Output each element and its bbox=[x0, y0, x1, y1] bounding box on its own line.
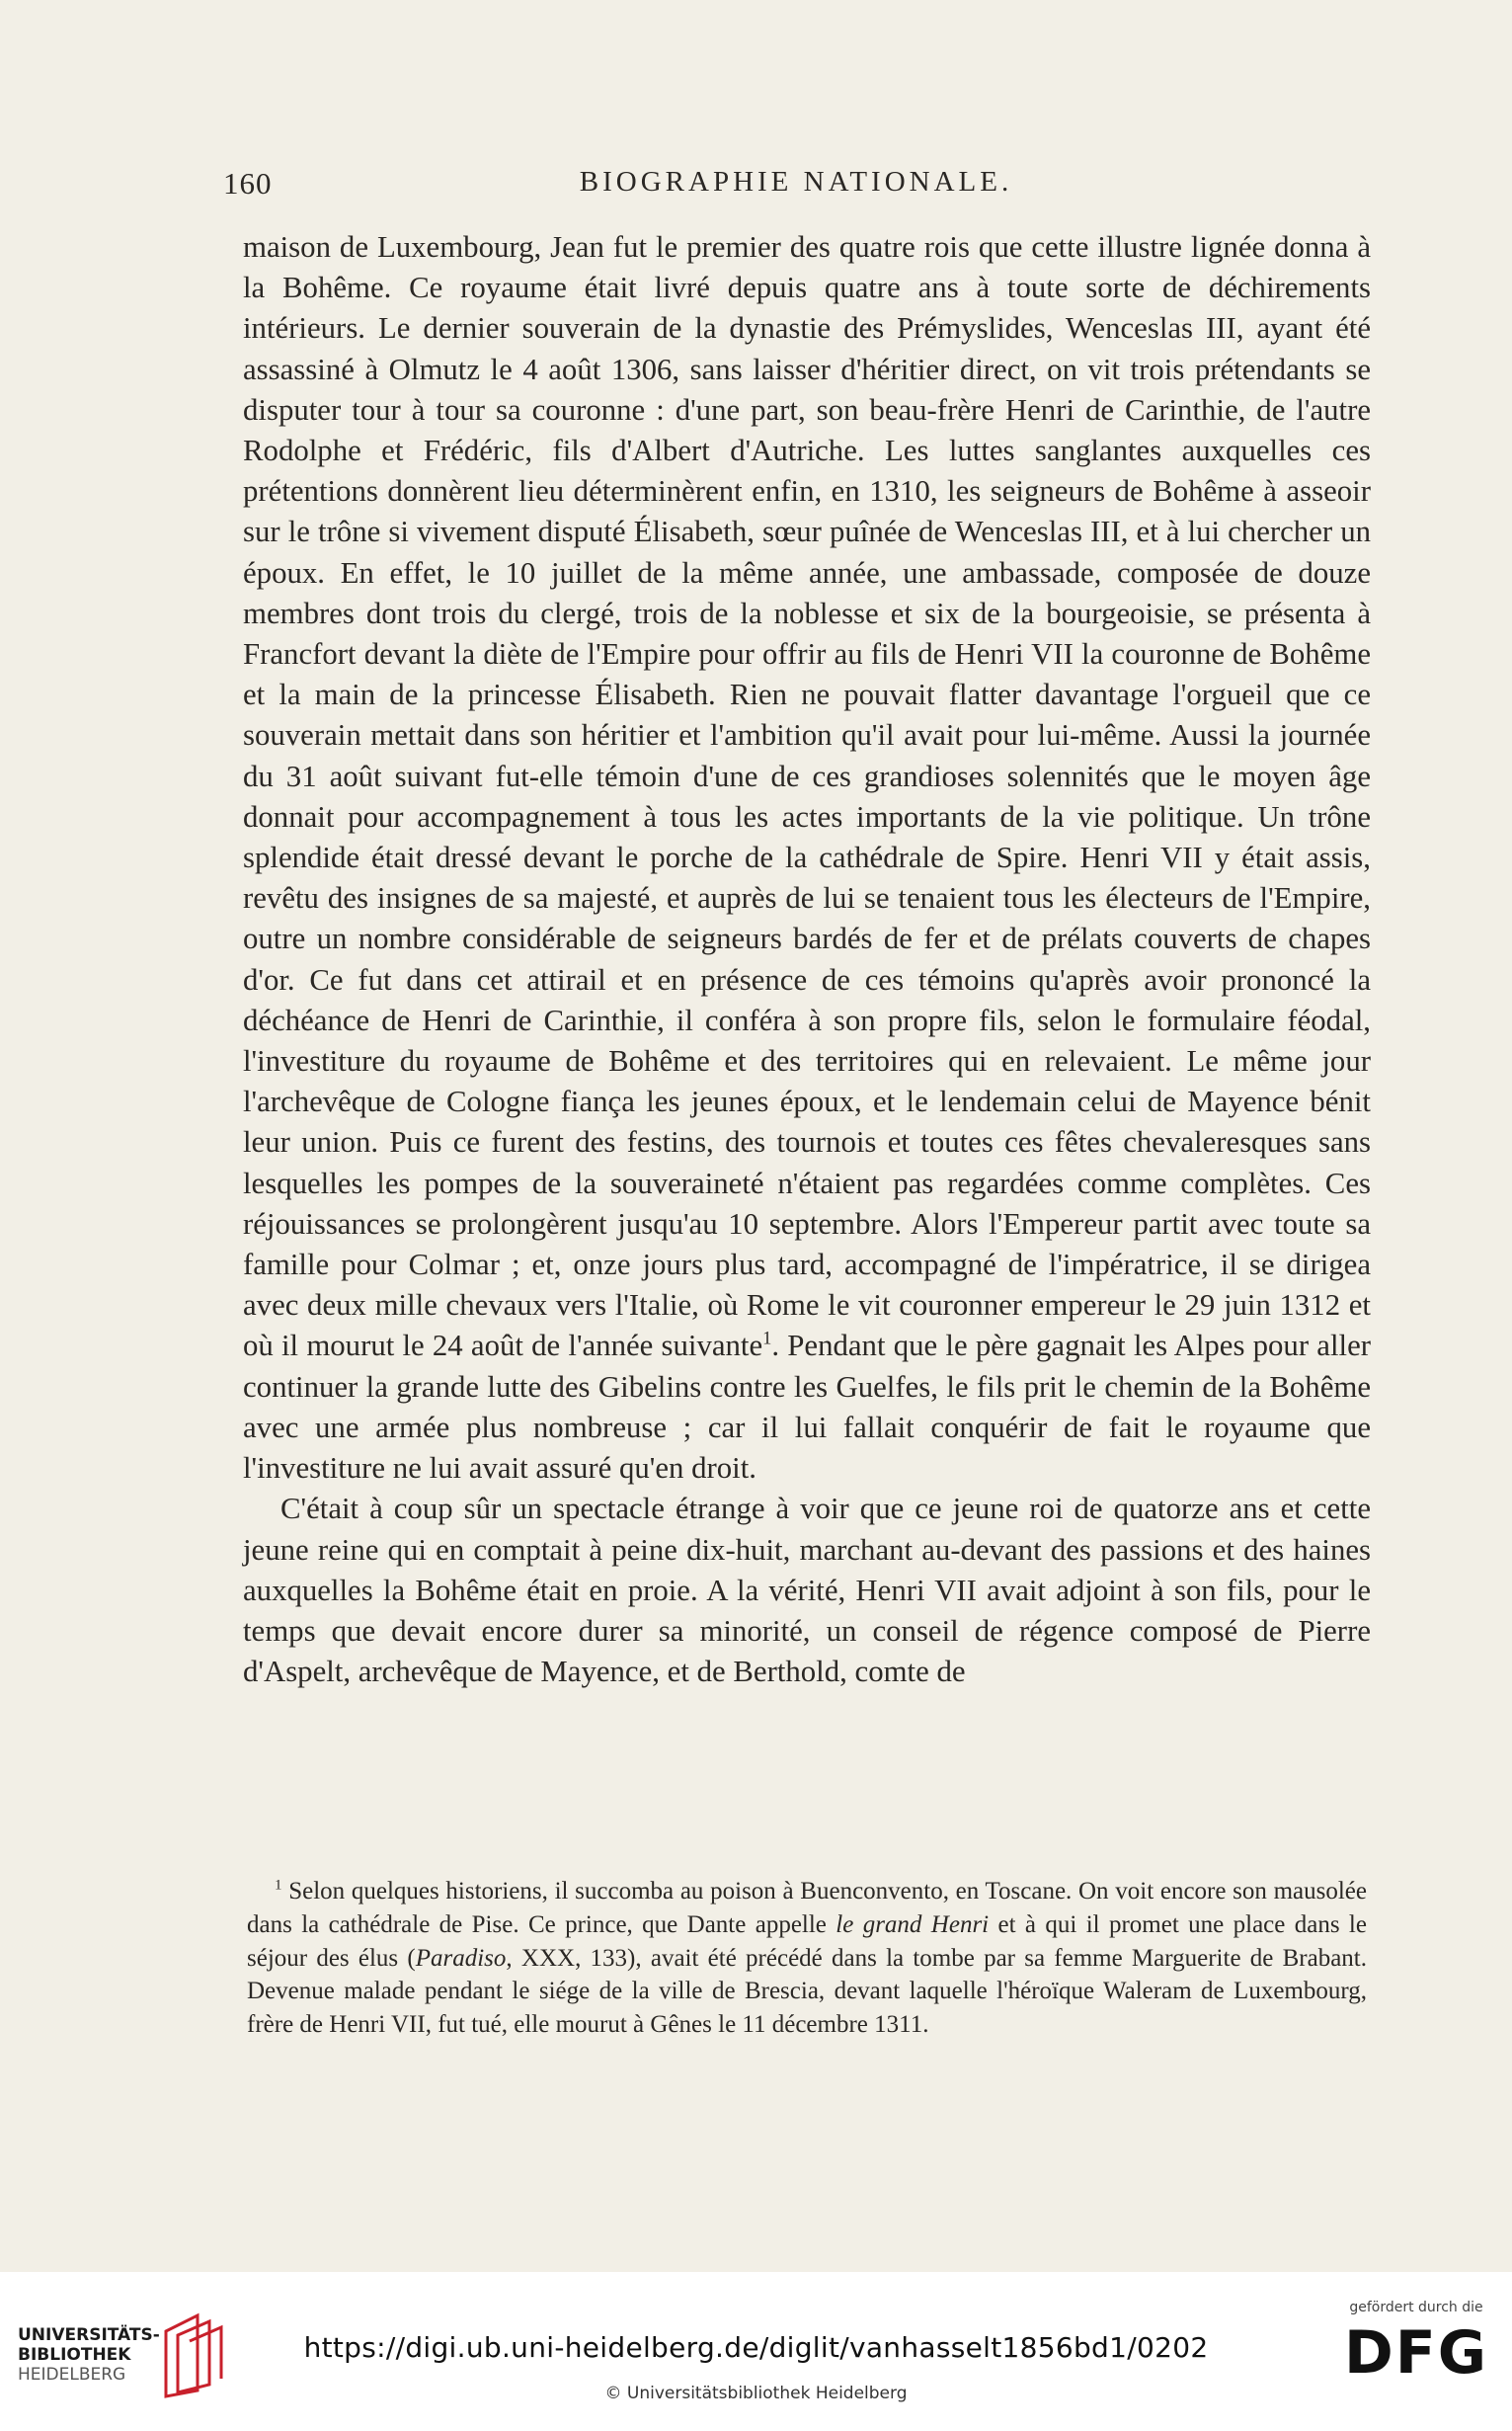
dfg-logo-text: DFG bbox=[1343, 2318, 1489, 2388]
footnotes bbox=[247, 1875, 1367, 2042]
footnote-text: Selon quelques historiens, il succomba au poison à Buenconvento, en Toscane. On voit encore son mausolée dans la cathédrale de Pise. Ce prince, que Dante appelle bbox=[247, 1878, 1367, 1938]
body-text bbox=[243, 227, 1371, 1692]
page-number: 160 bbox=[223, 166, 273, 201]
paragraph-text-continued: . Pendant que le père gagnait les Alpes pour aller continuer la grande lutte des Gibelins contre les Guelfes, le fils prit le chemin de la Bohême avec une armée plus nombreuse ; car il lui fallait conquérir de fait le royaume que l'investiture ne lui avait assuré qu'en droit. bbox=[243, 1329, 1371, 1486]
footnote-text: et à qui il promet une place dans le séjour des élus ( bbox=[247, 1910, 1367, 1972]
digitization-footer bbox=[0, 2272, 1512, 2431]
paragraph-text: maison de Luxembourg, Jean fut le premier des quatre rois que cette illustre lignée donna à la Bohême. Ce royaume était livré depuis quatre ans à toute sorte de déchirements intérieurs. Le dernier souverain de la dynastie des Prémyslides, Wenceslas III, ayant été assassiné à Olmutz le 4 août 1306, sans laisser d'héritier direct, on vit trois prétendants se disputer tour à tour sa couronne : d'une part, son beau-frère Henri de Carinthie, de l'autre Rodolphe et Frédéric, fils d'Albert d'Autriche. Les luttes sanglantes auxquelles ces prétentions donnèrent lieu déterminèrent enfin, en 1310, les seigneurs de Bohême à asseoir sur le trône si vivement disputé Élisabeth, sœur puînée de Wenceslas III, et à lui chercher un époux. En effet, le 10 juillet de la même année, une ambassade, composée de douze membres dont trois du clergé, trois de la noblesse et six de la bourgeoisie, se présenta à Francfort devant la diète de l'Empire pour offrir au fils de Henri VII la couronne de Bohême et la main de la princesse Élisabeth. Rien ne pouvait flatter davantage l'orgueil que ce souverain mettait dans son héritier et l'ambition qu'il avait pour lui-même. Aussi la journée du 31 août suivant fut-elle témoin d'une de ces grandioses solennités que le moyen âge donnait pour accompagnement à tous les actes importants de la vie politique. Un trône splendide était dressé devant le porche de la cathédrale de Spire. Henri VII y était assis, revêtu des insignes de sa majesté, et auprès de lui se tenaient tous les électeurs de l'Empire, outre un nombre considérable de seigneurs bardés de fer et de prélats couverts de chapes d'or. Ce fut dans cet attirail et en présence de ces témoins qu'après avoir prononcé la déchéance de Henri de Carinthie, il conféra à son propre fils, selon le formulaire féodal, l'investiture du royaume de Bohême et des territoires qui en relevaient. Le même jour l'archevêque de Cologne fiança les jeunes époux, et le lendemain celui de Mayence bénit leur union. Puis ce furent des festins, des tournois et toutes ces fêtes chevaleresques sans lesquelles les pompes de la souveraineté n'étaient pas regardées comme complètes. Ces réjouissances se prolongèrent jusqu'au 10 septembre. Alors l'Empereur partit avec toute sa famille pour Colmar ; et, onze jours plus tard, accompagné de l'impératrice, il se dirigea avec deux mille chevaux vers l'Italie, où Rome le vit couronner empereur le 29 juin 1312 et où il mourut le 24 août de l'année suivante bbox=[243, 230, 1371, 1363]
footnote-italic: Paradiso bbox=[415, 1944, 507, 1972]
footnote bbox=[247, 1875, 1367, 2042]
library-name-line: HEIDELBERG bbox=[18, 2365, 126, 2385]
footnote-text: , XXX, 133), avait été précédé dans la tombe par sa femme Marguerite de Brabant. Devenue malade pendant le siége de la ville de Brescia, devant laquelle l'héroïque Waleram de Luxembourg, frère de Henri VII, fut tué, elle mourut à Gênes le 11 décembre 1311. bbox=[247, 1944, 1367, 2039]
running-title: BIOGRAPHIE NATIONALE. bbox=[579, 166, 1013, 198]
paragraph: C'était à coup sûr un spectacle étrange à voir que ce jeune roi de quatorze ans et cette jeune reine qui en comptait à peine dix-huit, marchant au-devant des passions et des haines auxquelles la Bohême était en proie. A la vérité, Henri VII avait adjoint à son fils, pour le temps que devait encore durer sa minorité, un conseil de régence composé de Pierre d'Aspelt, archevêque de Mayence, et de Berthold, comte de bbox=[243, 1492, 1371, 1689]
permalink-url[interactable]: https://digi.ub.uni-heidelberg.de/diglit/vanhasselt1856bd1/0202 bbox=[303, 2331, 1209, 2364]
library-name-line: BIBLIOTHEK bbox=[18, 2345, 131, 2365]
library-name-line: UNIVERSITÄTS- bbox=[18, 2325, 160, 2345]
running-head bbox=[223, 166, 1369, 205]
copyright-notice: © Universitätsbibliothek Heidelberg bbox=[604, 2384, 908, 2403]
funded-by-label: gefördert durch die bbox=[1349, 2300, 1483, 2315]
footnote-italic: le grand Henri bbox=[836, 1910, 990, 1938]
footnote-marker: 1 bbox=[275, 1877, 282, 1894]
paragraph bbox=[243, 227, 1371, 1489]
funder-logo[interactable] bbox=[1342, 2300, 1490, 2408]
footnote-reference[interactable]: 1 bbox=[762, 1329, 772, 1349]
